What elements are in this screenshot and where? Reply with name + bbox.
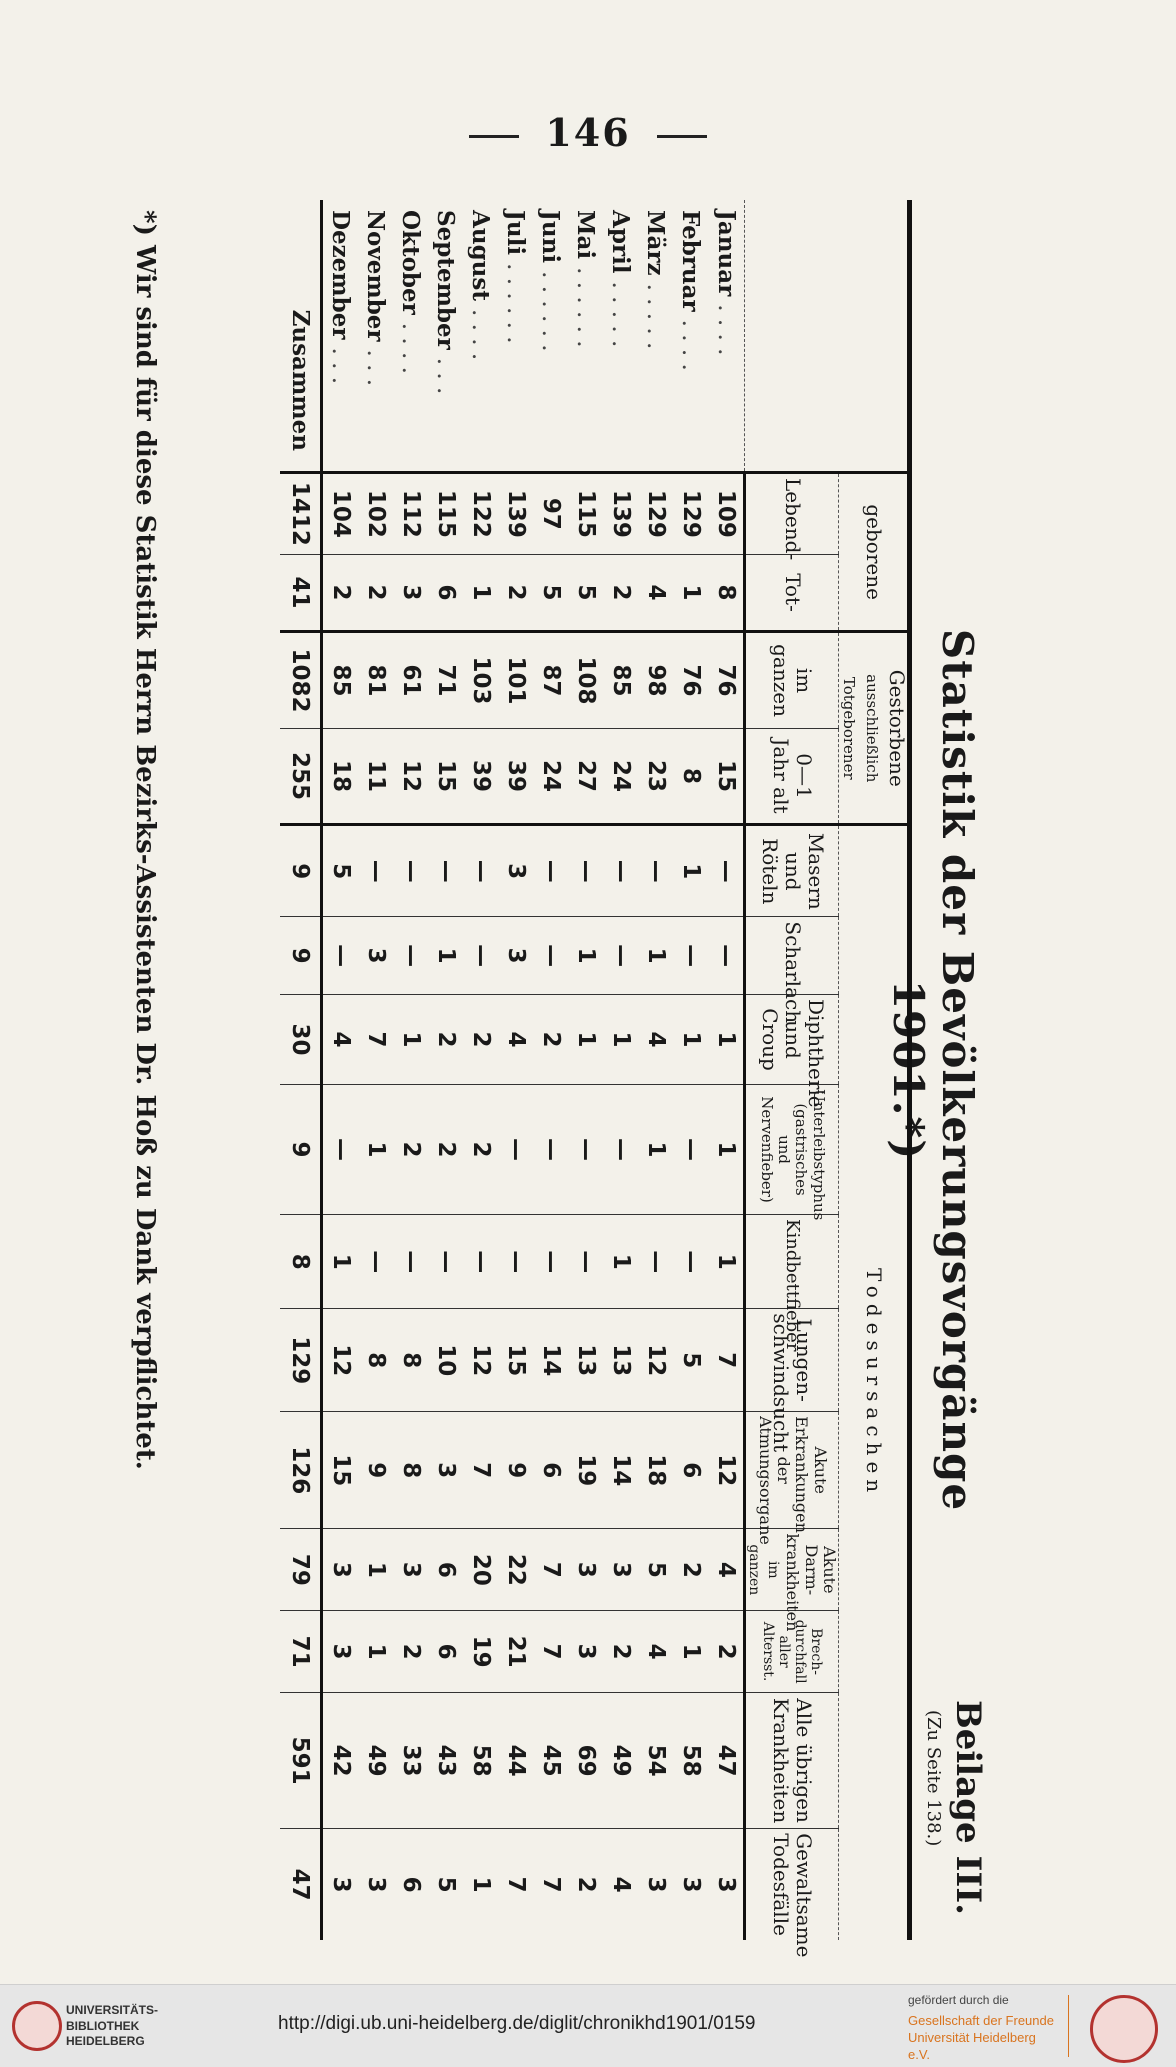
cell-value: 39 — [498, 728, 533, 824]
table-row — [463, 200, 498, 1940]
cell-value: 5 — [638, 1529, 673, 1611]
cell-value: 9 — [358, 1412, 393, 1529]
cell-value: 24 — [533, 728, 568, 824]
header-gestorbene: Gestorbene ausschließlich Totgeborener — [839, 632, 909, 825]
cell-value: 1 — [463, 554, 498, 632]
cell-value: 42 — [322, 1692, 359, 1828]
cell-value: 15 — [428, 728, 463, 824]
cell-value: 15 — [708, 728, 745, 824]
cell-value: — — [673, 917, 708, 995]
cell-value: 3 — [603, 1529, 638, 1611]
cell-value: — — [463, 1215, 498, 1309]
month-label: Dezember . . . — [327, 210, 355, 385]
cell-value: 8 — [358, 1309, 393, 1412]
cell-value: 4 — [708, 1529, 745, 1611]
header-geborene: geborene — [839, 473, 909, 632]
cell-value: 3 — [568, 1611, 603, 1693]
cell-value: — — [603, 825, 638, 917]
cell-value: 5 — [428, 1829, 463, 1940]
cell-value: 109 — [708, 473, 745, 555]
library-name: UNIVERSITÄTS-BIBLIOTHEK HEIDELBERG — [66, 2003, 159, 2049]
cell-value: — — [568, 1085, 603, 1215]
month-label: März . . . . . — [642, 210, 670, 350]
cell-value: 7 — [533, 1611, 568, 1693]
cell-value: 14 — [603, 1412, 638, 1529]
cell-value: 47 — [708, 1692, 745, 1828]
header-atmungsorgane: Akute Erkrankungen der Atmungsorgane — [745, 1412, 839, 1529]
cell-value: 2 — [393, 1085, 428, 1215]
cell-value: 49 — [358, 1692, 393, 1828]
cell-value: 1412 — [280, 473, 322, 555]
table-row — [673, 200, 708, 1940]
cell-value: 6 — [673, 1412, 708, 1529]
cell-value: 3 — [358, 1829, 393, 1940]
cell-value: 7 — [533, 1829, 568, 1940]
cell-value: 5 — [673, 1309, 708, 1412]
cell-value: 2 — [463, 1085, 498, 1215]
cell-value: 76 — [673, 632, 708, 728]
cell-value: 81 — [358, 632, 393, 728]
cell-value: — — [603, 917, 638, 995]
cell-value: 4 — [322, 994, 359, 1084]
cell-value: 19 — [463, 1611, 498, 1693]
cell-value: 1 — [673, 554, 708, 632]
cell-value: 87 — [533, 632, 568, 728]
cell-value: — — [673, 1215, 708, 1309]
cell-value: 1 — [358, 1085, 393, 1215]
cell-value: 2 — [533, 994, 568, 1084]
cell-value: 85 — [603, 632, 638, 728]
month-label: November . . . — [362, 210, 390, 387]
cell-value: 24 — [603, 728, 638, 824]
cell-value: 1 — [708, 994, 745, 1084]
cell-value: 61 — [393, 632, 428, 728]
cell-value: — — [322, 917, 359, 995]
cell-value: 104 — [322, 473, 359, 555]
cell-value: 3 — [322, 1529, 359, 1611]
cell-value: — — [393, 1215, 428, 1309]
cell-value: 1 — [322, 1215, 359, 1309]
cell-value: 71 — [280, 1611, 322, 1693]
month-label: Januar . . . . — [712, 210, 740, 356]
header-lebend: Lebend- — [745, 473, 839, 555]
cell-value: 21 — [498, 1611, 533, 1693]
cell-value: 2 — [603, 1611, 638, 1693]
cell-value: 1 — [638, 1085, 673, 1215]
header-gewaltsame-todesfaelle: Gewaltsame Todesfälle — [745, 1829, 839, 1940]
cell-value: 45 — [533, 1692, 568, 1828]
cell-value: 7 — [498, 1829, 533, 1940]
cell-value: 3 — [708, 1829, 745, 1940]
cell-value: 14 — [533, 1309, 568, 1412]
cell-value: 2 — [393, 1611, 428, 1693]
cell-value: 69 — [568, 1692, 603, 1828]
cell-value: — — [708, 825, 745, 917]
rotated-table-page — [110, 200, 990, 2000]
cell-value: 2 — [568, 1829, 603, 1940]
cell-value: — — [463, 917, 498, 995]
cell-value: 115 — [568, 473, 603, 555]
header-todesursachen: Todesursachen — [839, 825, 909, 1940]
cell-value: 9 — [280, 917, 322, 995]
header-im-ganzen: im ganzen — [745, 632, 839, 728]
cell-value: 4 — [638, 994, 673, 1084]
header-brechdurchfall: Brech-durchfall aller Altersst. — [745, 1611, 839, 1693]
cell-value: 12 — [708, 1412, 745, 1529]
cell-value: 18 — [638, 1412, 673, 1529]
cell-value: 23 — [638, 728, 673, 824]
month-label: Oktober . . . . — [397, 210, 425, 374]
cell-value: 1 — [673, 825, 708, 917]
header-darm-im-ganzen: Akute Darm-krankheiten im ganzen — [745, 1529, 839, 1611]
cell-value: 9 — [498, 1412, 533, 1529]
cell-value: 1 — [603, 994, 638, 1084]
cell-value: 54 — [638, 1692, 673, 1828]
footer-divider — [1068, 1995, 1069, 2057]
cell-value: 3 — [673, 1829, 708, 1940]
cell-value: — — [568, 825, 603, 917]
dash-left — [469, 135, 519, 138]
cell-value: 122 — [463, 473, 498, 555]
cell-value: 22 — [498, 1529, 533, 1611]
page-number — [0, 110, 1176, 155]
table-row — [568, 200, 603, 1940]
cell-value: 43 — [428, 1692, 463, 1828]
cell-value: 1 — [673, 994, 708, 1084]
cell-value: 20 — [463, 1529, 498, 1611]
month-label: August . . . . — [467, 210, 495, 361]
month-label: Juni . . . . . . — [537, 210, 565, 352]
footnote: *) Wir sind für diese Statistik Herrn Bezirks-Assistenten Dr. Hoß zu Dank verpflichtet. — [130, 210, 160, 1470]
cell-value: — — [638, 1215, 673, 1309]
cell-value: 9 — [280, 825, 322, 917]
cell-value: 58 — [673, 1692, 708, 1828]
cell-value: 8 — [393, 1412, 428, 1529]
cell-value: 101 — [498, 632, 533, 728]
cell-value: — — [568, 1215, 603, 1309]
cell-value: 39 — [463, 728, 498, 824]
month-header-corner — [745, 200, 908, 473]
cell-value: 3 — [498, 825, 533, 917]
beilage-label: Beilage III. — [948, 1700, 988, 1916]
cell-value: 2 — [708, 1611, 745, 1693]
table-row — [638, 200, 673, 1940]
table-row — [358, 200, 393, 1940]
cell-value: 7 — [533, 1529, 568, 1611]
cell-value: 1 — [358, 1611, 393, 1693]
table-row — [533, 200, 568, 1940]
cell-value: 12 — [393, 728, 428, 824]
cell-value: 2 — [673, 1529, 708, 1611]
cell-value: 6 — [533, 1412, 568, 1529]
table-row — [603, 200, 638, 1940]
cell-value: 5 — [533, 554, 568, 632]
header-diphtherie: Diphtherie und Croup — [745, 994, 839, 1084]
society-seal-icon — [1090, 1995, 1158, 2063]
cell-value: 79 — [280, 1529, 322, 1611]
cell-value: — — [708, 917, 745, 995]
cell-value: 10 — [428, 1309, 463, 1412]
header-row-top — [839, 200, 909, 1940]
cell-value: — — [393, 825, 428, 917]
cell-value: 4 — [603, 1829, 638, 1940]
cell-value: — — [428, 825, 463, 917]
cell-value: 5 — [568, 554, 603, 632]
cell-value: 2 — [463, 994, 498, 1084]
cell-value: 4 — [638, 554, 673, 632]
cell-value: 5 — [322, 825, 359, 917]
cell-value: — — [533, 917, 568, 995]
header-tot: Tot- — [745, 554, 839, 632]
table-row — [322, 200, 359, 1940]
cell-value: 47 — [280, 1829, 322, 1940]
cell-value: 6 — [428, 554, 463, 632]
cell-value: 2 — [428, 1085, 463, 1215]
cell-value: 12 — [322, 1309, 359, 1412]
beilage-page-reference: (Zu Seite 138.) — [923, 1710, 944, 1847]
cell-value: 1 — [428, 917, 463, 995]
cell-value: 13 — [603, 1309, 638, 1412]
cell-value: 3 — [322, 1611, 359, 1693]
header-masern: Masern und Röteln — [745, 825, 839, 917]
cell-value: 33 — [393, 1692, 428, 1828]
cell-value: 3 — [358, 917, 393, 995]
cell-value: 129 — [673, 473, 708, 555]
cell-value: 4 — [498, 994, 533, 1084]
cell-value: 8 — [673, 728, 708, 824]
month-label: Februar . . . . — [677, 210, 705, 371]
cell-value: 98 — [638, 632, 673, 728]
sponsor-name: Gesellschaft der Freunde Universität Heidelberg e.V. — [908, 2013, 1054, 2062]
cell-value: — — [393, 917, 428, 995]
table-row — [498, 200, 533, 1940]
cell-value: 76 — [708, 632, 745, 728]
month-label: Mai . . . . . . — [572, 210, 600, 348]
cell-value: 1 — [708, 1085, 745, 1215]
cell-value: 139 — [603, 473, 638, 555]
cell-value: 4 — [638, 1611, 673, 1693]
cell-value: 1 — [638, 917, 673, 995]
cell-value: 15 — [498, 1309, 533, 1412]
cell-value: 1 — [708, 1215, 745, 1309]
cell-value: 3 — [638, 1829, 673, 1940]
sponsor-label: gefördert durch die — [908, 1993, 1009, 2007]
cell-value: — — [498, 1215, 533, 1309]
cell-value: 3 — [428, 1412, 463, 1529]
source-url[interactable]: http://digi.ub.uni-heidelberg.de/diglit/chronikhd1901/0159 — [278, 2013, 756, 2034]
cell-value: — — [498, 1085, 533, 1215]
cell-value: — — [673, 1085, 708, 1215]
month-label: Zusammen — [280, 200, 322, 473]
page-number-value: 146 — [545, 110, 631, 155]
cell-value: — — [322, 1085, 359, 1215]
cell-value: 9 — [280, 1085, 322, 1215]
cell-value: 15 — [322, 1412, 359, 1529]
table-title: Statistik der Bevölkerungsvorgänge 1901.*) — [884, 628, 982, 1512]
cell-value: 129 — [638, 473, 673, 555]
cell-value: 19 — [568, 1412, 603, 1529]
cell-value: 2 — [498, 554, 533, 632]
cell-value: — — [638, 825, 673, 917]
cell-value: 3 — [498, 917, 533, 995]
cell-value: 6 — [428, 1611, 463, 1693]
header-null-eins-jahr: 0—1 Jahr alt — [745, 728, 839, 824]
cell-value: 71 — [428, 632, 463, 728]
cell-value: 3 — [568, 1529, 603, 1611]
header-uebrige-krankheiten: Alle übrigen Krankheiten — [745, 1692, 839, 1828]
statistics-table — [280, 200, 909, 1958]
cell-value: 7 — [358, 994, 393, 1084]
cell-value: — — [533, 1215, 568, 1309]
header-scharlach: Scharlach — [745, 917, 839, 995]
cell-value: 27 — [568, 728, 603, 824]
cell-value: 1 — [568, 994, 603, 1084]
cell-value: 126 — [280, 1412, 322, 1529]
cell-value: 12 — [463, 1309, 498, 1412]
cell-value: — — [533, 825, 568, 917]
cell-value: 112 — [393, 473, 428, 555]
month-label: September . . . — [432, 210, 460, 395]
header-typhus: Unterleibstyphus (gastrisches und Nervenfieber) — [745, 1085, 839, 1215]
cell-value: — — [463, 825, 498, 917]
university-seal-icon — [12, 2001, 62, 2051]
cell-value: 1 — [568, 917, 603, 995]
cell-value: 102 — [358, 473, 393, 555]
cell-value: 41 — [280, 554, 322, 632]
cell-value: 3 — [393, 554, 428, 632]
cell-value: 8 — [280, 1215, 322, 1309]
cell-value: 1 — [673, 1611, 708, 1693]
cell-value: 44 — [498, 1692, 533, 1828]
table-body — [280, 200, 745, 1940]
cell-value: 18 — [322, 728, 359, 824]
cell-value: 6 — [393, 1829, 428, 1940]
table-row — [428, 200, 463, 1940]
cell-value: 1 — [603, 1215, 638, 1309]
cell-value: 255 — [280, 728, 322, 824]
month-label: April . . . . . — [607, 210, 635, 348]
cell-value: 1 — [463, 1829, 498, 1940]
cell-value: — — [358, 825, 393, 917]
cell-value: 2 — [322, 554, 359, 632]
cell-value: 58 — [463, 1692, 498, 1828]
cell-value: — — [358, 1215, 393, 1309]
cell-value: 115 — [428, 473, 463, 555]
header-lungenschwindsucht: Lungen-schwindsucht — [745, 1309, 839, 1412]
cell-value: 129 — [280, 1309, 322, 1412]
cell-value: 8 — [708, 554, 745, 632]
cell-value: 103 — [463, 632, 498, 728]
cell-value: 7 — [708, 1309, 745, 1412]
total-row — [280, 200, 322, 1940]
cell-value: 2 — [603, 554, 638, 632]
cell-value: 97 — [533, 473, 568, 555]
cell-value: 8 — [393, 1309, 428, 1412]
cell-value: 7 — [463, 1412, 498, 1529]
cell-value: 11 — [358, 728, 393, 824]
cell-value: 139 — [498, 473, 533, 555]
cell-value: 3 — [322, 1829, 359, 1940]
cell-value: 12 — [638, 1309, 673, 1412]
cell-value: 30 — [280, 994, 322, 1084]
footer-bar — [0, 1984, 1176, 2067]
cell-value: 1 — [393, 994, 428, 1084]
cell-value: 13 — [568, 1309, 603, 1412]
cell-value: — — [428, 1215, 463, 1309]
cell-value: — — [603, 1085, 638, 1215]
header-kindbettfieber: Kindbettfieber — [745, 1215, 839, 1309]
cell-value: 1 — [358, 1529, 393, 1611]
table-row — [708, 200, 745, 1940]
cell-value: 2 — [428, 994, 463, 1084]
cell-value: 108 — [568, 632, 603, 728]
cell-value: 3 — [393, 1529, 428, 1611]
cell-value: 591 — [280, 1692, 322, 1828]
cell-value: 49 — [603, 1692, 638, 1828]
month-label: Juli . . . . . . — [502, 210, 530, 344]
dash-right — [657, 135, 707, 138]
cell-value: 6 — [428, 1529, 463, 1611]
cell-value: — — [533, 1085, 568, 1215]
cell-value: 85 — [322, 632, 359, 728]
table-row — [393, 200, 428, 1940]
cell-value: 1082 — [280, 632, 322, 728]
cell-value: 2 — [358, 554, 393, 632]
